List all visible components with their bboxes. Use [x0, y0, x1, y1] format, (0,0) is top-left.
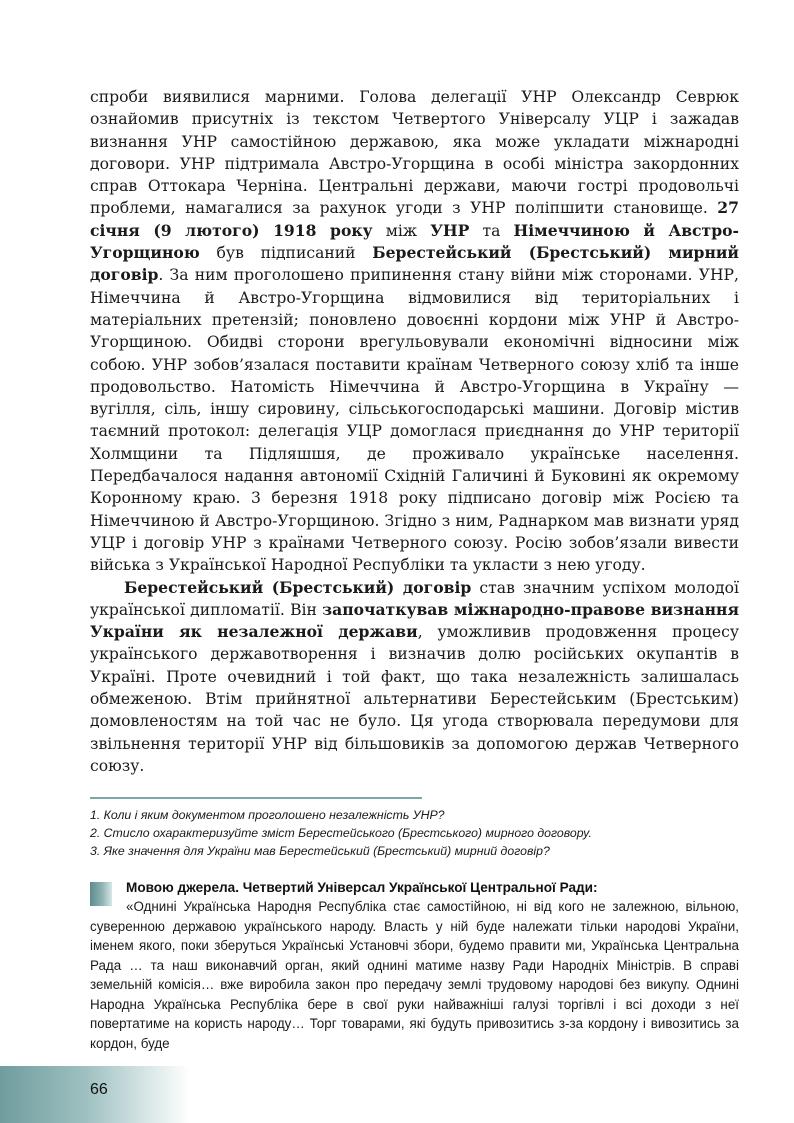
bold-term: Берестейський (Брестський) мирний договір — [90, 243, 739, 285]
text-run: . За ним проголошено припинення стану війни між сторонами. УНР, Німеччина й Австро-Угорщина відмовилися від територіальних і матеріальних претензій; поновлено довоєнні кордони між УНР й Австро-Угорщиною. Обидві сторони врегульовували економічні відносини між собою. УНР зобов’язалася поставити країнам Четверного союзу хліб та інше продовольство. Натомість Німеччина й Австро-Угорщина в Україну — вугілля, сіль, іншу сировину, сільськогосподарські машини. Договір містив таємний протокол: делегація УЦР домоглася приєднання до УНР території Холмщини та Підляшшя, де проживало українське населення. Передбачалося надання автономії Східній Галичині й Буковині як окремому Коронному краю. 3 березня 1918 року підписано договір між Росією та Німеччиною й Австро-Угорщиною. Згідно з ним, Раднарком мав визнати уряд УЦР і договір УНР з країнами Четверного союзу. Росію зобов’язали вивести війська з Української Народної Республіки та укласти з нею угоду. — [90, 266, 739, 575]
bold-term: започаткував міжнародно-правове визнання України як незалежної держави — [90, 599, 739, 642]
paragraph-1 — [90, 86, 739, 577]
bold-term: 27 січня (9 лютого) 1918 року — [90, 198, 739, 240]
text-run: став значним успіхом молодої української дипломатії. Він — [90, 578, 740, 619]
paragraph-2 — [90, 577, 739, 778]
source-title: Мовою джерела. Четвертий Універсал Української Центральної Ради: — [126, 880, 598, 895]
text-run: та — [469, 221, 514, 240]
page-number: 66 — [90, 1081, 108, 1098]
source-quote: «Однині Українська Народня Республіка стає самостійною, ні від кого не залежною, вільною, суверенною державою українського народу. Власть у ній буде належати тільки народові України, іменем якого, поки зберуться Українські Установчі збори, будемо правити ми, Українська Центральна Рада … та наш виконавчий орган, який однині матиме назву Ради Народніх Міністрів. В справі земельній комісія… вже виробила закон про передачу землі трудовому народові без викупу. Однині Народна Українська Республіка бере в свої руки найважніші галузі торгівлі і всі доходи з неї повертатиме на користь народу… Торг товарами, які будуть привозитись з-за кордону і вивозитись за кордон, буде — [90, 899, 739, 1051]
bold-term: Берестейський (Брестський) договір — [124, 577, 472, 597]
question-2: 2. Стисло охарактеризуйте зміст Берестейського (Брестського) мирного договору. — [90, 826, 592, 841]
bold-term: Німеччиною й Австро-Угорщиною — [90, 220, 739, 263]
bold-term: УНР — [430, 220, 470, 240]
question-1: 1. Коли і яким документом проголошено незалежність УНР? — [90, 808, 445, 822]
review-questions — [90, 806, 739, 861]
question-3: 3. Яке значення для України мав Берестейський (Брестський) мирний договір? — [90, 844, 550, 859]
main-text — [90, 86, 739, 777]
text-run: був підписаний — [199, 244, 373, 263]
text-run: , уможливив продовження процесу українського державотворення і визначив долю російських окупантів в Україні. Проте очевидний і той факт, що така незалежність залишалась обмеженою. Втім прийнятної альтернативи Берестейським (Брестським) домовленостям на той час не було. Ця угода створювала передумови для звільнення території УНР від більшовиків за допомогою держав Четверного союзу. — [90, 623, 739, 775]
section-divider — [90, 797, 422, 799]
text-run: між — [372, 221, 431, 240]
text-run: спроби виявилися марними. Голова делегації УНР Олександр Севрюк ознайомив присутніх із текстом Четвертого Універсалу УЦР і зажадав визнання УНР самостійною державою, яка може укладати міжнародні договори. УНР підтримала Австро-Угорщина в особі міністра закордонних справ Оттокара Черніна. Центральні держави, маючи гострі продовольчі проблеми, намагалися за рахунок угоди з УНР поліпшити становище. — [90, 88, 739, 218]
